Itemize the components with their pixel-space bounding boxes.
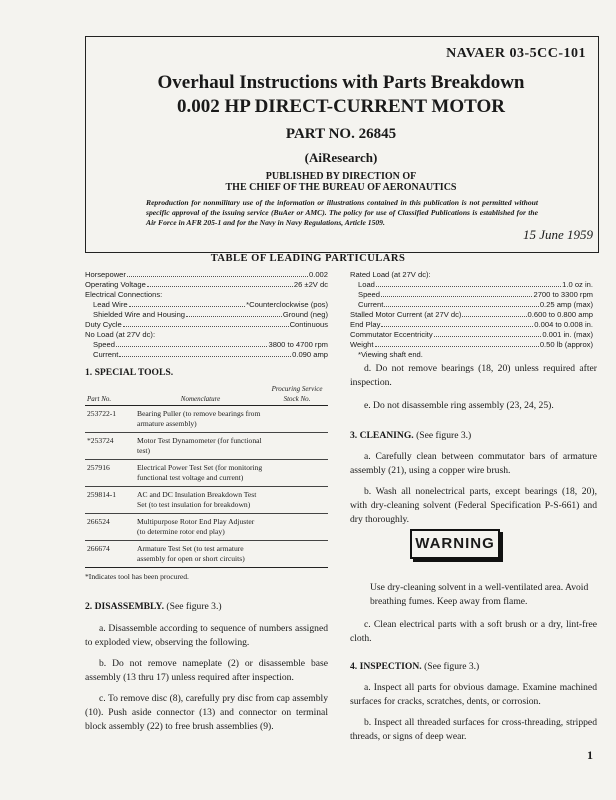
leader-dots [123, 326, 289, 327]
particular-value: 3800 to 4700 rpm [268, 340, 328, 349]
disassembly-para-c: c. To remove disc (8), carefully pry disc from cap assembly (10). Push aside connector (13) and connector on terminal block assembly (22) to free brush assemblies (9). [85, 693, 328, 732]
tool-part-no: 266674 [85, 541, 135, 568]
left-column [85, 366, 328, 734]
particular-row [350, 310, 593, 320]
particulars-title: TABLE OF LEADING PARTICULARS [210, 253, 406, 264]
leader-dots [462, 316, 526, 317]
published-line1: PUBLISHED BY DIRECTION OF [265, 171, 417, 182]
cleaning-para-a: a. Carefully clean between commutator bars of armature assembly (21), using a copper wire brush. [350, 451, 597, 476]
tool-part-no: *253724 [85, 433, 135, 460]
particular-value: Ground (neg) [282, 310, 328, 319]
leader-dots [129, 306, 246, 307]
particular-row [85, 350, 328, 360]
particular-row [85, 320, 328, 330]
tool-part-no: 253722-1 [85, 406, 135, 433]
disassembly-para-a: a. Disassemble according to sequence of numbers assigned to exploded view, observing the following. [85, 623, 328, 648]
col-stock-no: Procuring Service Stock No. [266, 384, 328, 406]
tool-part-no: 266524 [85, 514, 135, 541]
publication-date: 15 June 1959 [522, 227, 593, 242]
particular-value: 2700 to 3300 rpm [533, 290, 593, 299]
page-number: 1 [587, 748, 593, 762]
table-row [85, 460, 328, 487]
particular-label: Speed [358, 290, 380, 299]
col-nomenclature: Nomenclature [135, 384, 266, 406]
leader-dots [186, 316, 282, 317]
table-row [85, 514, 328, 541]
tool-stock-no [266, 487, 328, 514]
particulars-right [350, 270, 593, 360]
particular-label: Electrical Connections: [85, 290, 163, 299]
leader-dots [384, 306, 538, 307]
leader-dots [375, 346, 539, 347]
tool-stock-no [266, 460, 328, 487]
particular-row [350, 320, 593, 330]
col-part-no: Part No. [85, 384, 135, 406]
special-tools-table [85, 384, 328, 568]
particular-label: Current [358, 300, 384, 309]
tool-part-no: 257916 [85, 460, 135, 487]
particular-value: 26 ±2V dc [293, 280, 328, 289]
particular-label: Operating Voltage [85, 280, 146, 289]
particular-label: Lead Wire [93, 300, 128, 309]
particular-row [350, 300, 593, 310]
particular-row [350, 350, 593, 360]
particular-row [350, 280, 593, 290]
disassembly-ref: (See figure 3.) [166, 601, 222, 612]
particular-value: 0.50 lb (approx) [539, 340, 593, 349]
particular-row [85, 280, 328, 290]
disassembly-heading: 2. DISASSEMBLY. [85, 601, 165, 612]
tools-footnote: *Indicates tool has been procured. [85, 572, 189, 581]
doc-title-line1: Overhaul Instructions with Parts Breakdown [157, 72, 525, 93]
published-by [85, 171, 597, 193]
cleaning-heading: 3. CLEANING. [350, 430, 414, 441]
inspection-ref: (See figure 3.) [424, 661, 480, 672]
particular-row [85, 270, 328, 280]
particular-value: 0.004 to 0.008 in. [534, 320, 593, 329]
table-row [85, 406, 328, 433]
tool-nomenclature: Bearing Puller (to remove bearings from armature assembly) [135, 406, 266, 433]
particular-label: No Load (at 27V dc): [85, 330, 156, 339]
particular-label: Duty Cycle [85, 320, 122, 329]
reproduction-notice: Reproduction for nonmilitary use of the information or illustrations contained in this publication is not permitted without specific approval of the issuing service (BuAer or AMC). The policy for use of Classified Publications is established for the Air Force in AFR 205-1 and for the Navy in Navy Regulations, Article 1509. [146, 198, 538, 227]
particular-label: *Viewing shaft end. [358, 350, 423, 359]
part-number: PART NO. 26845 [285, 126, 397, 142]
disassembly-para-b: b. Do not remove nameplate (2) or disassemble base assembly (13 thru 17) unless required after inspection. [85, 658, 328, 683]
particular-row [85, 340, 328, 350]
inspection-para-a: a. Inspect all parts for obvious damage. Examine machined surfaces for cracks, scratches, dents, or corrosion. [350, 682, 597, 707]
cleaning-para-b: b. Wash all nonelectrical parts, except bearings (18, 20), with dry-cleaning solvent (Federal Specification P-S-661) and dry thoroughly. [350, 486, 597, 525]
particular-label: Current [93, 350, 119, 359]
leader-dots [381, 326, 533, 327]
table-row [85, 541, 328, 568]
leader-dots [147, 286, 293, 287]
warning-label: WARNING [410, 529, 500, 559]
document-id: NAVAER 03-5CC-101 [446, 46, 586, 61]
published-line2: THE CHIEF OF THE BUREAU OF AERONAUTICS [225, 182, 457, 193]
inspection-para-b: b. Inspect all threaded surfaces for cross-threading, stripped threads, or signs of deep wear. [350, 717, 597, 742]
manufacturer: (AiResearch) [304, 150, 378, 165]
particular-label: Commutator Eccentricity [350, 330, 433, 339]
leader-dots [381, 296, 533, 297]
warning-text: Use dry-cleaning solvent in a well-ventilated area. Avoid breathing fumes. Keep away from flame. [370, 582, 589, 607]
particular-label: Weight [350, 340, 374, 349]
tool-nomenclature: Multipurpose Rotor End Play Adjuster (to determine rotor end play) [135, 514, 266, 541]
particular-value: Continuous [289, 320, 328, 329]
special-tools-heading: 1. SPECIAL TOOLS. [85, 367, 174, 378]
particular-value: 0.001 in. (max) [542, 330, 593, 339]
particular-label: Speed [93, 340, 115, 349]
particular-row [350, 270, 593, 280]
inspection-heading: 4. INSPECTION. [350, 661, 422, 672]
particular-row [85, 290, 328, 300]
disassembly-para-d: d. Do not remove bearings (18, 20) unless required after inspection. [350, 363, 597, 388]
particular-value: 0.600 to 0.800 amp [527, 310, 593, 319]
particular-label: Load [358, 280, 375, 289]
tool-nomenclature: Motor Test Dynamometer (for functional test) [135, 433, 266, 460]
leader-dots [434, 336, 542, 337]
particular-label: Rated Load (at 27V dc): [350, 270, 431, 279]
leader-dots [127, 276, 308, 277]
tool-stock-no [266, 514, 328, 541]
table-row [85, 433, 328, 460]
particular-value: 0.25 amp (max) [539, 300, 593, 309]
disassembly-para-e: e. Do not disassemble ring assembly (23, 24, 25). [364, 400, 554, 411]
cleaning-para-c: c. Clean electrical parts with a soft brush or a dry, lint-free cloth. [350, 619, 597, 644]
particular-row [350, 330, 593, 340]
tool-stock-no [266, 406, 328, 433]
tool-part-no: 259814-1 [85, 487, 135, 514]
particular-label: End Play [350, 320, 381, 329]
tool-nomenclature: AC and DC Insulation Breakdown Test Set (to test insulation for breakdown) [135, 487, 266, 514]
doc-title-line2: 0.002 HP DIRECT-CURRENT MOTOR [177, 96, 505, 117]
tool-nomenclature: Armature Test Set (to test armature assembly for open or short circuits) [135, 541, 266, 568]
table-row [85, 487, 328, 514]
particular-row [85, 310, 328, 320]
particular-row [350, 340, 593, 350]
particular-value: 1.0 oz in. [562, 280, 593, 289]
cleaning-ref: (See figure 3.) [416, 430, 472, 441]
tool-stock-no [266, 541, 328, 568]
particular-row [350, 290, 593, 300]
tool-stock-no [266, 433, 328, 460]
particular-label: Shielded Wire and Housing [93, 310, 186, 319]
particular-value: *Counterclockwise (pos) [246, 300, 328, 309]
particular-label: Horsepower [85, 270, 126, 279]
particular-value: 0.002 [308, 270, 328, 279]
particulars-left [85, 270, 328, 360]
particular-row [85, 300, 328, 310]
leader-dots [119, 356, 291, 357]
tool-nomenclature: Electrical Power Test Set (for monitoring functional test voltage and current) [135, 460, 266, 487]
particular-row [85, 330, 328, 340]
particular-label: Stalled Motor Current (at 27V dc) [350, 310, 462, 319]
leader-dots [376, 286, 561, 287]
particular-value: 0.090 amp [292, 350, 328, 359]
leader-dots [116, 346, 268, 347]
